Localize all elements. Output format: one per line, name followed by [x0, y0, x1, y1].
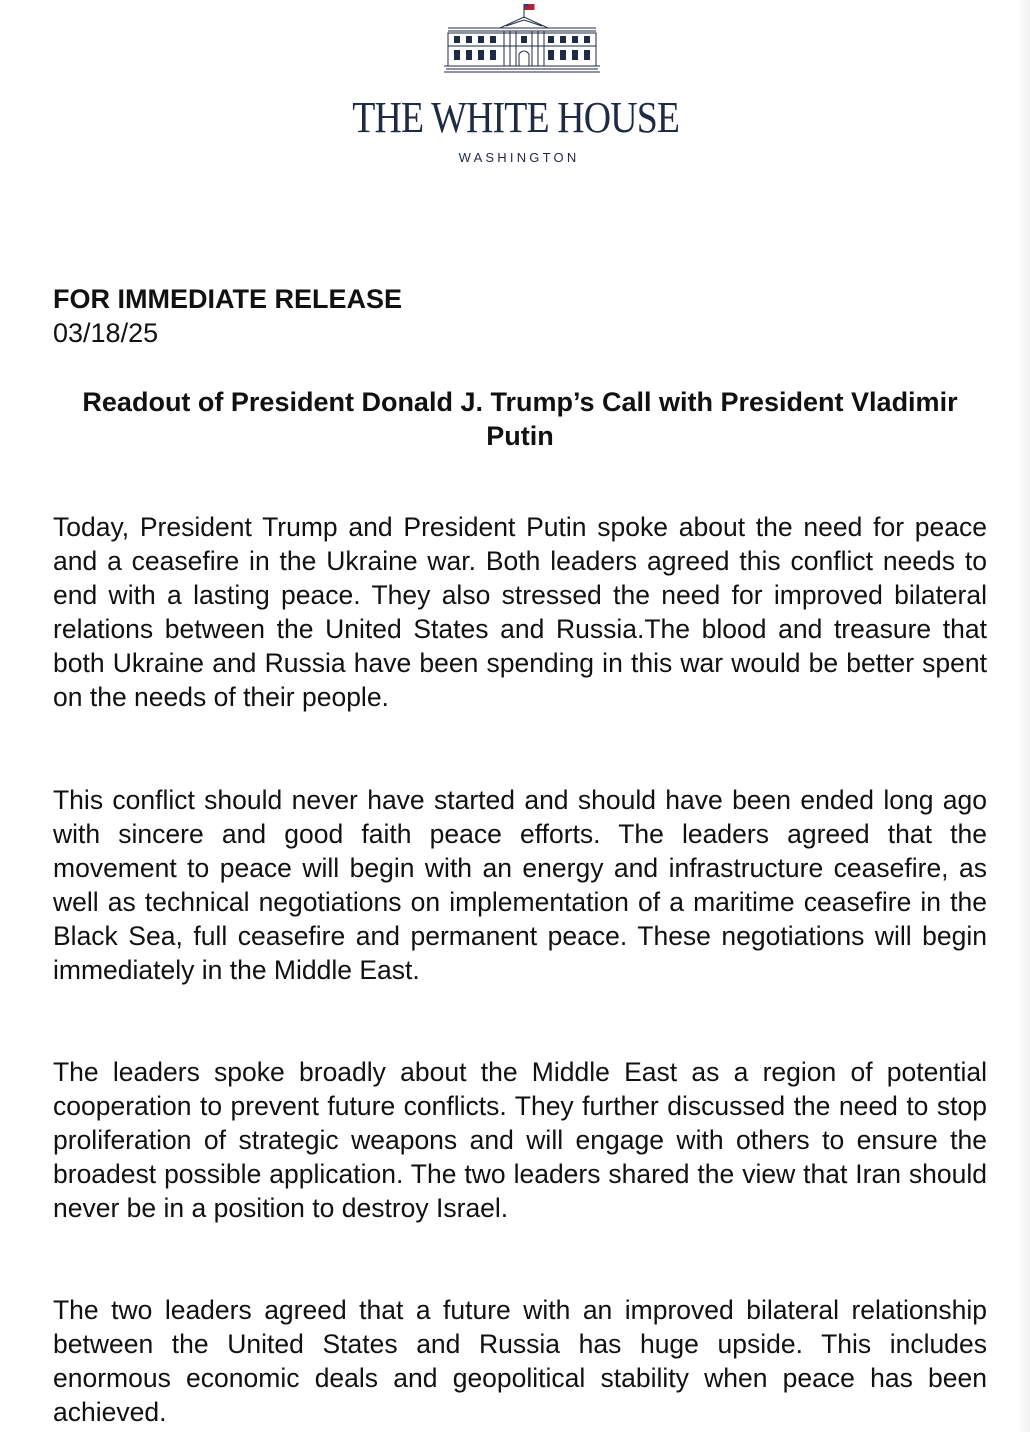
release-date: 03/18/25: [53, 318, 159, 348]
document-title: Readout of President Donald J. Trump’s Call with President Vladimir Putin: [82, 387, 958, 451]
organization-location: WASHINGTON: [458, 150, 580, 165]
letterhead: [0, 0, 1030, 180]
release-label: FOR IMMEDIATE RELEASE: [53, 284, 403, 314]
body-paragraph-2: This conflict should never have started and should have been ended long ago with sincere and good faith peace efforts. The leaders agreed that the movement to peace will begin with an energy and infrastructure ceasefire, as well as technical negotiations on implementation of a maritime ceasefire in the Black Sea, full ceasefire and permanent peace. These negotiations will begin immediately in the Middle East.: [53, 785, 987, 985]
organization-name: THE WHITE HOUSE: [352, 93, 680, 142]
body-paragraph-1: Today, President Trump and President Putin spoke about the need for peace and a ceasefire in the Ukraine war. Both leaders agreed this conflict needs to end with a lasting peace. They also stressed the need for improved bilateral relations between the United States and Russia.The blood and treasure that both Ukraine and Russia have been spending in this war would be better spent on the needs of their people.: [53, 512, 987, 712]
body-paragraph-3: The leaders spoke broadly about the Middle East as a region of potential cooperation to prevent future conflicts. They further discussed the need to stop proliferation of strategic weapons and will engage with others to ensure the broadest possible application. The two leaders shared the view that Iran should never be in a position to destroy Israel.: [53, 1057, 987, 1223]
body-paragraph-4: The two leaders agreed that a future with an improved bilateral relationship between the United States and Russia has huge upside. This includes enormous economic deals and geopolitical stability when peace has been achieved.: [53, 1295, 987, 1427]
page-edge-shadow: [1016, 0, 1030, 1432]
white-house-building-icon: [444, 2, 600, 76]
